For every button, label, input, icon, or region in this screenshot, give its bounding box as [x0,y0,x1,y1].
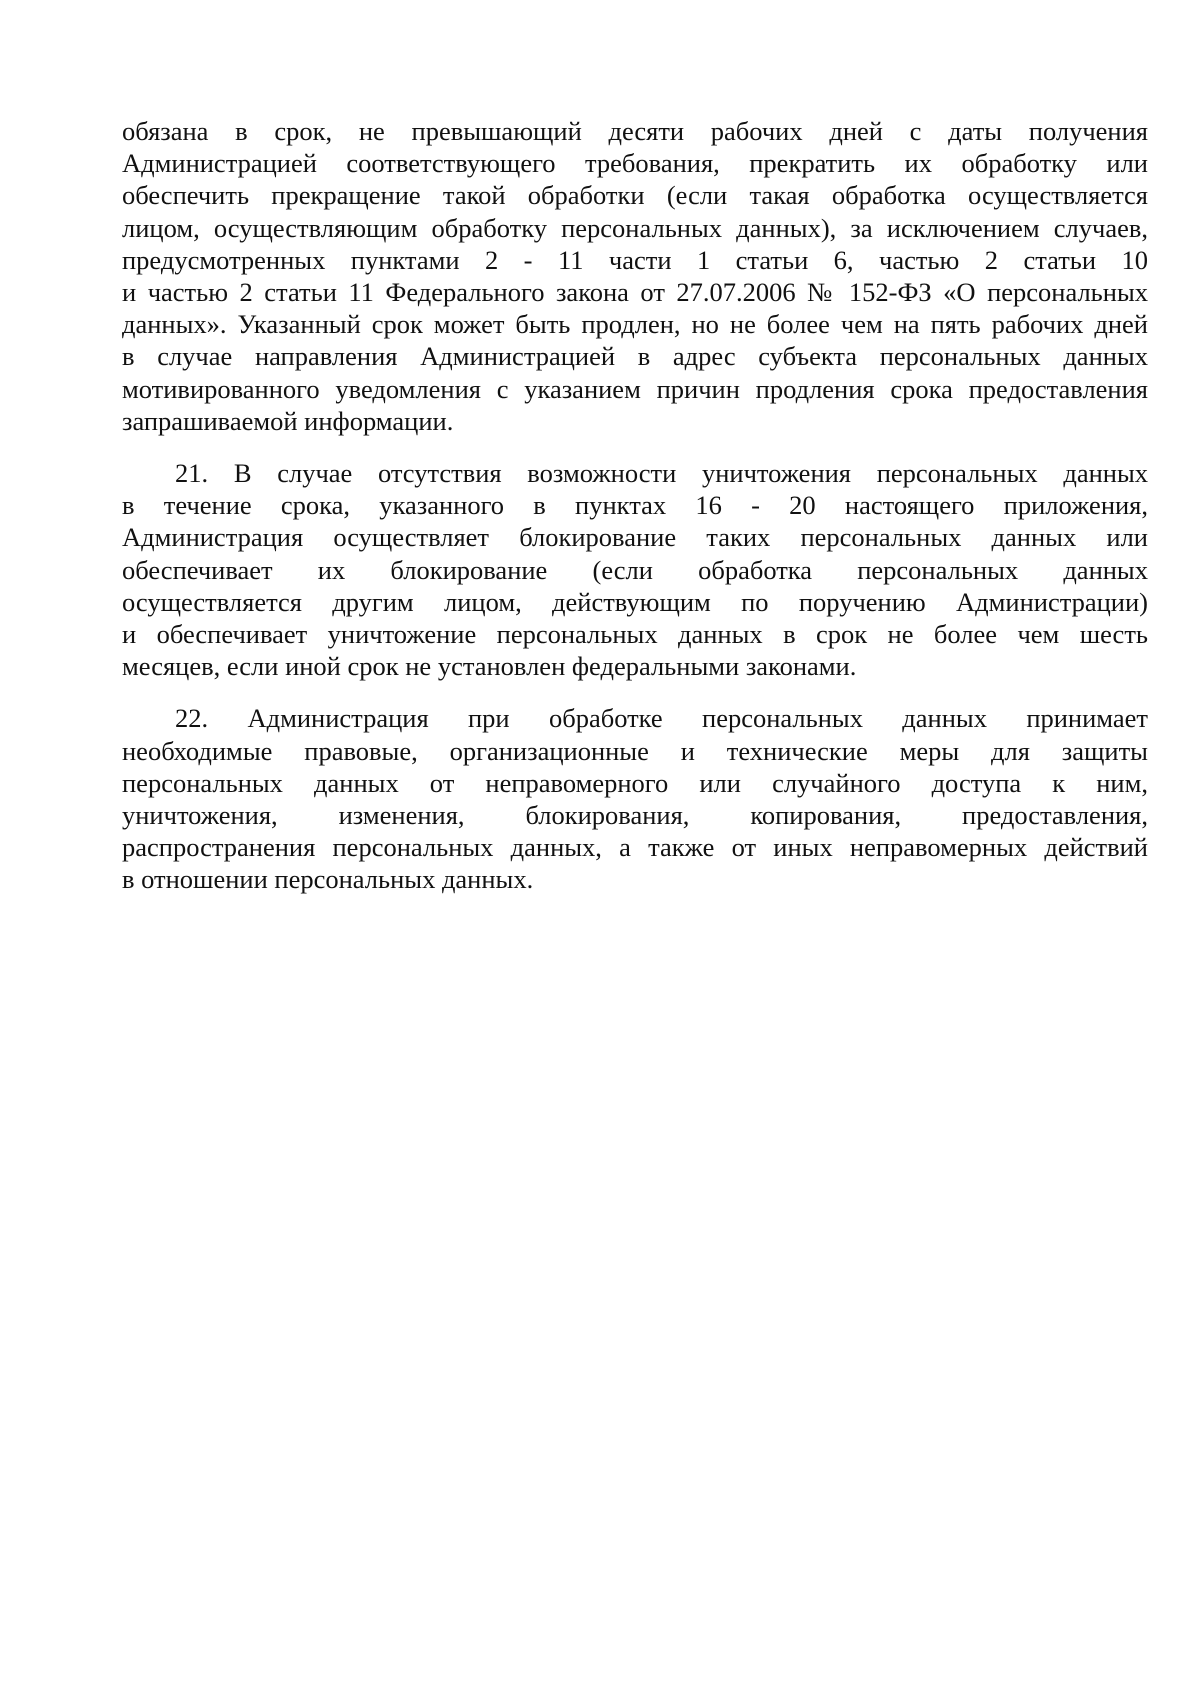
text-line: предусмотренных пунктами 2 - 11 части 1 статьи 6, частью 2 статьи 10 [122,244,1148,275]
text-line: уничтожения, изменения, блокирования, копирования, предоставления, [122,800,1148,831]
text-line: Администрация осуществляет блокирование таких персональных данных или [122,522,1148,553]
paragraph-continuation [122,115,1148,437]
paragraph-item-22 [122,702,1148,895]
document-body [122,115,1148,896]
text-line: персональных данных от неправомерного или случайного доступа к ним, [122,767,1148,798]
text-line: месяцев, если иной срок не установлен федеральными законами. [122,651,857,682]
text-line: распространения персональных данных, а также от иных неправомерных действий [122,832,1148,863]
text-line: запрашиваемой информации. [122,405,454,436]
text-line: в отношении персональных данных. [122,864,534,895]
text-line: 21. В случае отсутствия возможности уничтожения персональных данных [175,458,1148,489]
text-line: 22. Администрация при обработке персональных данных принимает [175,703,1148,734]
text-line: необходимые правовые, организационные и технические меры для защиты [122,735,1148,766]
text-line: в течение срока, указанного в пунктах 16 - 20 настоящего приложения, [122,490,1148,521]
text-line: осуществляется другим лицом, действующим по поручению Администрации) [122,586,1148,617]
text-line: и частью 2 статьи 11 Федерального закона от 27.07.2006 № 152-ФЗ «О персональных [122,277,1148,308]
text-line: обязана в срок, не превышающий десяти рабочих дней с даты получения [122,116,1148,146]
text-line: обеспечить прекращение такой обработки (если такая обработка осуществляется [122,180,1148,211]
text-line: лицом, осуществляющим обработку персональных данных), за исключением случаев, [122,212,1148,243]
text-line: в случае направления Администрацией в адрес субъекта персональных данных [122,341,1148,372]
text-line: и обеспечивает уничтожение персональных данных в срок не более чем шесть [122,619,1148,650]
text-line: данных». Указанный срок может быть продлен, но не более чем на пять рабочих дней [122,309,1148,340]
text-line: Администрацией соответствующего требования, прекратить их обработку или [122,148,1148,179]
text-line: обеспечивает их блокирование (если обработка персональных данных [122,554,1148,585]
text-line: мотивированного уведомления с указанием причин продления срока предоставления [122,373,1148,404]
paragraph-item-21 [122,457,1148,682]
